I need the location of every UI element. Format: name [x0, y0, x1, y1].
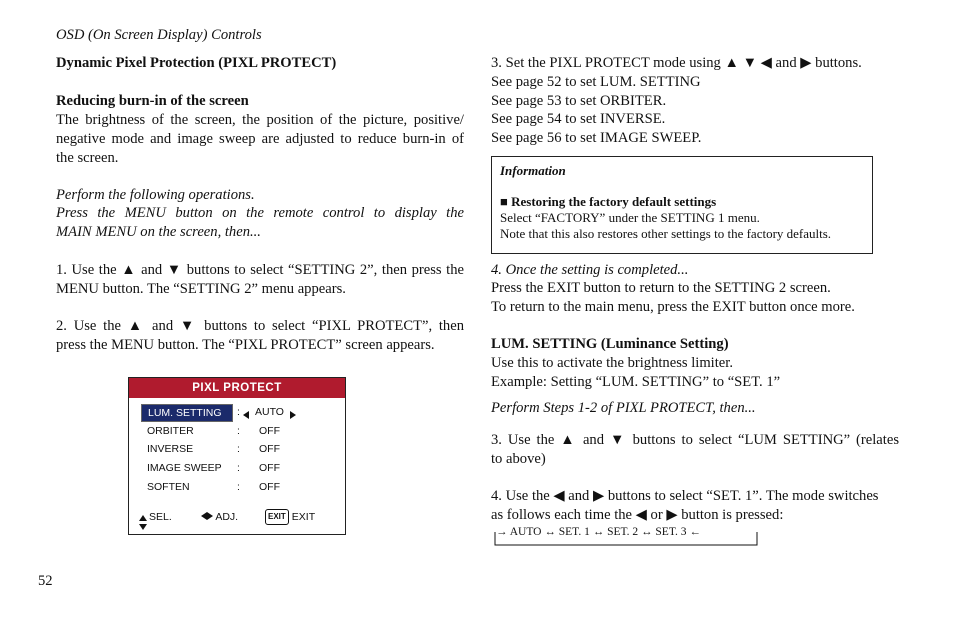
intro-paragraph: [56, 111, 464, 167]
intro-line: negative mode and image sweep are adjusted to reduce burn-in of: [56, 130, 464, 147]
osd-exit-label: EXIT: [291, 511, 316, 523]
lum-step-4: [491, 487, 899, 525]
cycle-sequence: → AUTO ↔ SET. 1 ↔ SET. 2 ↔ SET. 3 ←: [496, 526, 701, 538]
osd-row-value: OFF: [259, 425, 280, 437]
step-line: To return to the main menu, press the EXIT button once more.: [491, 298, 855, 315]
lum-line: Use this to activate the brightness limiter.: [491, 355, 733, 371]
press-line: Press the MENU button on the remote control to display the: [56, 205, 464, 221]
info-line: Note that this also restores other settings to the factory defaults.: [500, 226, 832, 241]
osd-row-soften: [141, 479, 341, 495]
intro-line: the screen.: [56, 149, 119, 166]
mode-cycle-diagram: [494, 524, 758, 546]
step-line: See page 52 to set LUM. SETTING: [491, 73, 701, 90]
osd-row-orbiter: [141, 423, 341, 439]
lum-setting-description: [491, 354, 899, 392]
osd-row-value: OFF: [259, 462, 280, 474]
osd-footer-sel: [139, 508, 172, 526]
section-subtitle: Reducing burn-in of the screen: [56, 93, 249, 109]
info-line: Select “FACTORY” under the SETTING 1 menu.: [500, 210, 760, 225]
osd-adj-label: ADJ.: [215, 511, 239, 523]
osd-row-sep: :: [237, 406, 240, 418]
osd-screen: [128, 377, 346, 535]
exit-key-icon: EXIT: [265, 509, 289, 525]
osd-row-label: ORBITER: [147, 425, 194, 437]
lum-line: Example: Setting “LUM. SETTING” to “SET. 1”: [491, 373, 781, 390]
press-line: MAIN MENU on the screen, then...: [56, 223, 261, 240]
left-arrow-icon: [243, 408, 249, 424]
press-menu-paragraph: [56, 204, 464, 242]
osd-row-sep: :: [237, 443, 240, 455]
step-line: to above): [491, 450, 546, 467]
step-line: 2. Use the ▲ and ▼ buttons to select “PIXL PROTECT”, then: [56, 318, 464, 334]
osd-footer-adj: [201, 508, 238, 526]
step-line: 1. Use the ▲ and ▼ buttons to select “SETTING 2”, then press the: [56, 262, 464, 278]
osd-row-sep: :: [237, 462, 240, 474]
right-arrow-icon: [290, 408, 296, 424]
osd-row-image-sweep: [141, 460, 341, 476]
step-2: [56, 317, 464, 355]
osd-row-inverse: [141, 441, 341, 457]
perform-instruction: Perform the following operations.: [56, 187, 255, 203]
osd-row-sep: :: [237, 481, 240, 493]
step-3: [491, 54, 899, 148]
step-1: [56, 261, 464, 299]
osd-row-label: INVERSE: [147, 443, 194, 455]
down-arrow-icon: [139, 518, 147, 536]
step-line: 3. Set the PIXL PROTECT mode using ▲ ▼ ◀ and ▶ buttons.: [491, 55, 862, 71]
step-line: press the MENU button. The “PIXL PROTECT” screen appears.: [56, 336, 435, 353]
osd-row-label: SOFTEN: [147, 481, 190, 493]
information-box: [491, 156, 873, 254]
osd-row-label: IMAGE SWEEP: [147, 462, 222, 474]
step-line: See page 53 to set ORBITER.: [491, 92, 667, 109]
step-line: Press the EXIT button to return to the SETTING 2 screen.: [491, 280, 831, 296]
running-header: OSD (On Screen Display) Controls: [56, 27, 262, 43]
osd-row-lum-setting: [141, 404, 341, 420]
osd-title: PIXL PROTECT: [129, 378, 345, 398]
osd-row-sep: :: [237, 425, 240, 437]
osd-row-label: LUM. SETTING: [141, 404, 233, 422]
step-line: 4. Use the ◀ and ▶ buttons to select “SET. 1”. The mode switches: [491, 488, 879, 504]
step-line: 3. Use the ▲ and ▼ buttons to select “LUM SETTING” (relates: [491, 432, 899, 448]
lum-step-3: [491, 431, 899, 469]
lum-setting-title: LUM. SETTING (Luminance Setting): [491, 336, 729, 352]
osd-row-value: AUTO: [255, 406, 284, 418]
step-line: See page 54 to set INVERSE.: [491, 111, 666, 128]
step-4: [491, 279, 899, 317]
osd-sel-label: SEL.: [149, 511, 172, 523]
step-line: MENU button. The “SETTING 2” menu appears.: [56, 280, 346, 297]
info-heading: Information: [500, 163, 566, 178]
step-line: See page 56 to set IMAGE SWEEP.: [491, 130, 702, 147]
step-line: as follows each time the ◀ or ▶ button is pressed:: [491, 506, 784, 523]
step-4-title: 4. Once the setting is completed...: [491, 262, 689, 278]
right-arrow-icon: [207, 512, 213, 520]
page-number: 52: [38, 573, 53, 589]
osd-footer-exit: [265, 508, 315, 526]
osd-row-value: OFF: [259, 443, 280, 455]
intro-line: The brightness of the screen, the position of the picture, positive/: [56, 112, 464, 128]
perform-steps: Perform Steps 1-2 of PIXL PROTECT, then...: [491, 400, 756, 416]
info-subheading: ■ Restoring the factory default settings: [500, 194, 717, 209]
section-title: Dynamic Pixel Protection (PIXL PROTECT): [56, 55, 337, 71]
osd-row-value: OFF: [259, 481, 280, 493]
